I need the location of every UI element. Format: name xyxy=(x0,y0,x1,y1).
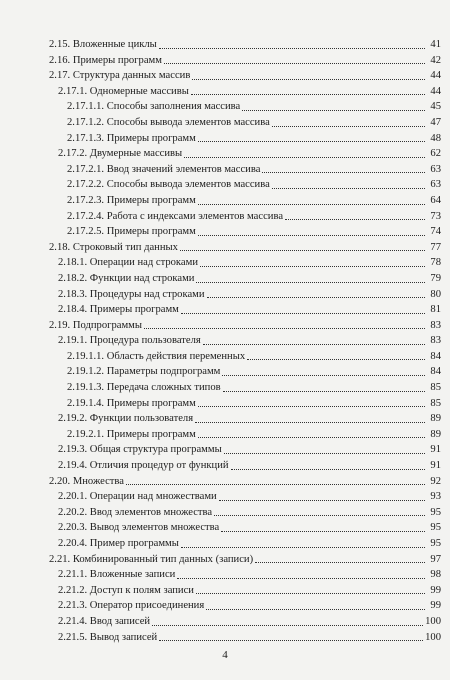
dot-leader xyxy=(219,500,425,501)
dot-leader xyxy=(272,126,425,127)
toc-entry-page: 95 xyxy=(430,538,441,549)
toc-entry-title: 2.19.1.1. Область действия переменных xyxy=(67,350,246,362)
toc-entry xyxy=(49,333,441,349)
toc-entry-page: 44 xyxy=(430,70,441,82)
toc-entry-page: 99 xyxy=(430,600,441,612)
dot-leader xyxy=(242,110,425,111)
toc-entry-title: 2.19.1. Процедура пользователя xyxy=(58,335,201,347)
dot-leader xyxy=(214,515,425,516)
toc-entry xyxy=(49,53,441,69)
toc-entry xyxy=(49,240,441,256)
toc-entry-title: 2.18.2. Функции над строками xyxy=(58,272,195,284)
toc-entry-title: 2.19.1.4. Примеры программ xyxy=(67,397,196,409)
toc-entry-title: 2.19.2.1. Примеры программ xyxy=(67,428,196,440)
toc-entry-page: 92 xyxy=(430,475,441,487)
toc-entry-page: 47 xyxy=(430,116,441,128)
toc-entry-page: 41 xyxy=(430,39,441,50)
dot-leader xyxy=(177,578,425,579)
toc-entry-title: 2.19.2. Функции пользователя xyxy=(58,413,194,425)
dot-leader xyxy=(196,282,425,283)
toc-entry xyxy=(49,115,441,131)
toc-entry-title: 2.20. Множества xyxy=(49,475,124,487)
toc-entry xyxy=(49,380,441,396)
toc-entry xyxy=(49,209,441,225)
toc-entry xyxy=(49,567,441,583)
toc-entry-page: 80 xyxy=(430,288,441,300)
toc-entry-title: 2.17.2.4. Работа с индексами элементов массива xyxy=(67,210,284,222)
toc-entry-page: 100 xyxy=(425,615,441,627)
toc-entry xyxy=(49,302,441,318)
toc-entry-page: 93 xyxy=(430,491,441,503)
toc-entry-page: 63 xyxy=(430,179,441,191)
toc-entry-page: 89 xyxy=(430,413,441,425)
toc-entry xyxy=(49,162,441,178)
toc-entry-page: 97 xyxy=(430,553,441,565)
page-number: 4 xyxy=(222,649,228,661)
toc-entry-title: 2.15. Вложенные циклы xyxy=(49,39,157,50)
toc-entry-page: 99 xyxy=(430,584,441,596)
dot-leader xyxy=(198,406,425,407)
toc-entry xyxy=(49,583,441,599)
toc-entry-page: 79 xyxy=(430,272,441,284)
toc-entry-title: 2.21.2. Доступ к полям записи xyxy=(58,584,194,596)
dot-leader xyxy=(164,63,425,64)
toc-entry-page: 81 xyxy=(430,304,441,316)
toc-entry xyxy=(49,630,441,646)
toc-entry xyxy=(49,287,441,303)
dot-leader xyxy=(181,313,425,314)
toc-entry-page: 84 xyxy=(430,366,441,378)
toc-entry xyxy=(49,427,441,443)
toc-entry-page: 89 xyxy=(430,428,441,440)
toc-entry-title: 2.19.4. Отличия процедур от функций xyxy=(58,460,229,472)
toc-entry xyxy=(49,458,441,474)
toc-entry-page: 84 xyxy=(430,350,441,362)
toc-entry-title: 2.16. Примеры программ xyxy=(49,54,162,66)
toc-entry-title: 2.17.1.1. Способы заполнения массива xyxy=(67,101,241,113)
toc-entry xyxy=(49,614,441,630)
toc-entry-page: 95 xyxy=(430,522,441,534)
toc-entry xyxy=(49,255,441,271)
toc-entry-page: 73 xyxy=(430,210,441,222)
toc-entry-title: 2.21. Комбинированный тип данных (записи) xyxy=(49,553,254,565)
dot-leader xyxy=(159,640,423,641)
toc-entry-page: 74 xyxy=(430,226,441,238)
dot-leader xyxy=(272,188,425,189)
dot-leader xyxy=(221,531,425,532)
toc-entry-title: 2.20.2. Ввод элементов множества xyxy=(58,506,213,518)
toc-entry xyxy=(49,193,441,209)
toc-entry-page: 63 xyxy=(430,163,441,175)
toc-entry-title: 2.18.3. Процедуры над строками xyxy=(58,288,205,300)
toc-entry-page: 45 xyxy=(430,101,441,113)
toc-entry-title: 2.17.2.5. Примеры программ xyxy=(67,226,196,238)
toc-entry-page: 78 xyxy=(430,257,441,269)
dot-leader xyxy=(262,172,425,173)
toc-entry xyxy=(49,536,441,552)
toc-entry-page: 77 xyxy=(430,241,441,253)
toc-entry-title: 2.17.2.2. Способы вывода элементов массива xyxy=(67,179,270,191)
toc-entry-title: 2.20.1. Операции над множествами xyxy=(58,491,217,503)
dot-leader xyxy=(191,94,425,95)
toc-entry xyxy=(49,442,441,458)
toc-entry-title: 2.17.1.3. Примеры программ xyxy=(67,132,196,144)
toc-entry-page: 91 xyxy=(430,444,441,456)
dot-leader xyxy=(152,625,423,626)
dot-leader xyxy=(198,141,425,142)
toc-entry-page: 48 xyxy=(430,132,441,144)
toc-entry xyxy=(49,146,441,162)
toc-entry-title: 2.19. Подпрограммы xyxy=(49,319,143,331)
toc-entry xyxy=(49,37,441,53)
toc-entry-page: 62 xyxy=(430,148,441,160)
toc-entry-page: 85 xyxy=(430,382,441,394)
dot-leader xyxy=(206,609,425,610)
toc-entry xyxy=(49,489,441,505)
dot-leader xyxy=(144,328,425,329)
toc-entry-title: 2.21.1. Вложенные записи xyxy=(58,569,176,581)
toc-entry xyxy=(49,99,441,115)
toc-entry-title: 2.17.1. Одномерные массивы xyxy=(58,85,189,97)
toc-entry-title: 2.17.1.2. Способы вывода элементов массива xyxy=(67,116,270,128)
dot-leader xyxy=(180,250,425,251)
dot-leader xyxy=(200,266,425,267)
dot-leader xyxy=(196,593,425,594)
toc-entry-title: 2.21.3. Оператор присоединения xyxy=(58,600,205,612)
dot-leader xyxy=(285,219,425,220)
toc-entry-page: 98 xyxy=(430,569,441,581)
toc-entry xyxy=(49,396,441,412)
toc-entry xyxy=(49,318,441,334)
dot-leader xyxy=(224,453,425,454)
toc-entry xyxy=(49,84,441,100)
dot-leader xyxy=(207,297,425,298)
toc-entry-page: 64 xyxy=(430,194,441,206)
toc-entry xyxy=(49,364,441,380)
toc-entry-title: 2.18.1. Операции над строками xyxy=(58,257,198,269)
toc-entry xyxy=(49,224,441,240)
dot-leader xyxy=(222,375,425,376)
dot-leader xyxy=(126,484,425,485)
table-of-contents xyxy=(49,37,441,645)
toc-entry xyxy=(49,68,441,84)
dot-leader xyxy=(203,344,425,345)
dot-leader xyxy=(198,235,425,236)
toc-entry-title: 2.17.2.3. Примеры программ xyxy=(67,194,196,206)
toc-entry-title: 2.17.2. Двумерные массивы xyxy=(58,148,183,160)
toc-entry-page: 85 xyxy=(430,397,441,409)
dot-leader xyxy=(223,391,425,392)
dot-leader xyxy=(231,469,425,470)
toc-entry xyxy=(49,552,441,568)
dot-leader xyxy=(181,547,425,548)
dot-leader xyxy=(159,48,425,49)
toc-entry xyxy=(49,411,441,427)
toc-entry xyxy=(49,505,441,521)
dot-leader xyxy=(198,204,425,205)
toc-entry xyxy=(49,131,441,147)
dot-leader xyxy=(184,157,425,158)
toc-entry-title: 2.18.4. Примеры программ xyxy=(58,304,179,316)
dot-leader xyxy=(192,79,425,80)
toc-entry-title: 2.19.1.3. Передача сложных типов xyxy=(67,382,221,394)
toc-entry-title: 2.19.3. Общая структура программы xyxy=(58,444,222,456)
toc-entry-title: 2.20.3. Вывод элементов множества xyxy=(58,522,220,534)
toc-entry-page: 95 xyxy=(430,506,441,518)
dot-leader xyxy=(255,562,425,563)
toc-entry-title: 2.17.2.1. Ввод значений элементов массива xyxy=(67,163,261,175)
toc-entry-title: 2.21.4. Ввод записей xyxy=(58,615,151,627)
toc-entry xyxy=(49,271,441,287)
toc-entry-page: 83 xyxy=(430,319,441,331)
toc-entry-title: 2.19.1.2. Параметры подпрограмм xyxy=(67,366,221,378)
toc-entry-page: 100 xyxy=(425,631,441,643)
toc-entry xyxy=(49,349,441,365)
toc-entry xyxy=(49,474,441,490)
toc-entry-page: 44 xyxy=(430,85,441,97)
toc-entry-title: 2.21.5. Вывод записей xyxy=(58,631,158,643)
dot-leader xyxy=(195,422,425,423)
toc-entry xyxy=(49,598,441,614)
toc-entry-page: 42 xyxy=(430,54,441,66)
dot-leader xyxy=(247,359,425,360)
dot-leader xyxy=(198,437,425,438)
toc-entry xyxy=(49,520,441,536)
toc-entry-title: 2.20.4. Пример программы xyxy=(58,538,179,549)
toc-entry-page: 83 xyxy=(430,335,441,347)
toc-entry-page: 91 xyxy=(430,460,441,472)
toc-entry xyxy=(49,177,441,193)
toc-entry-title: 2.17. Структура данных массив xyxy=(49,70,191,82)
toc-entry-title: 2.18. Строковый тип данных xyxy=(49,241,178,253)
